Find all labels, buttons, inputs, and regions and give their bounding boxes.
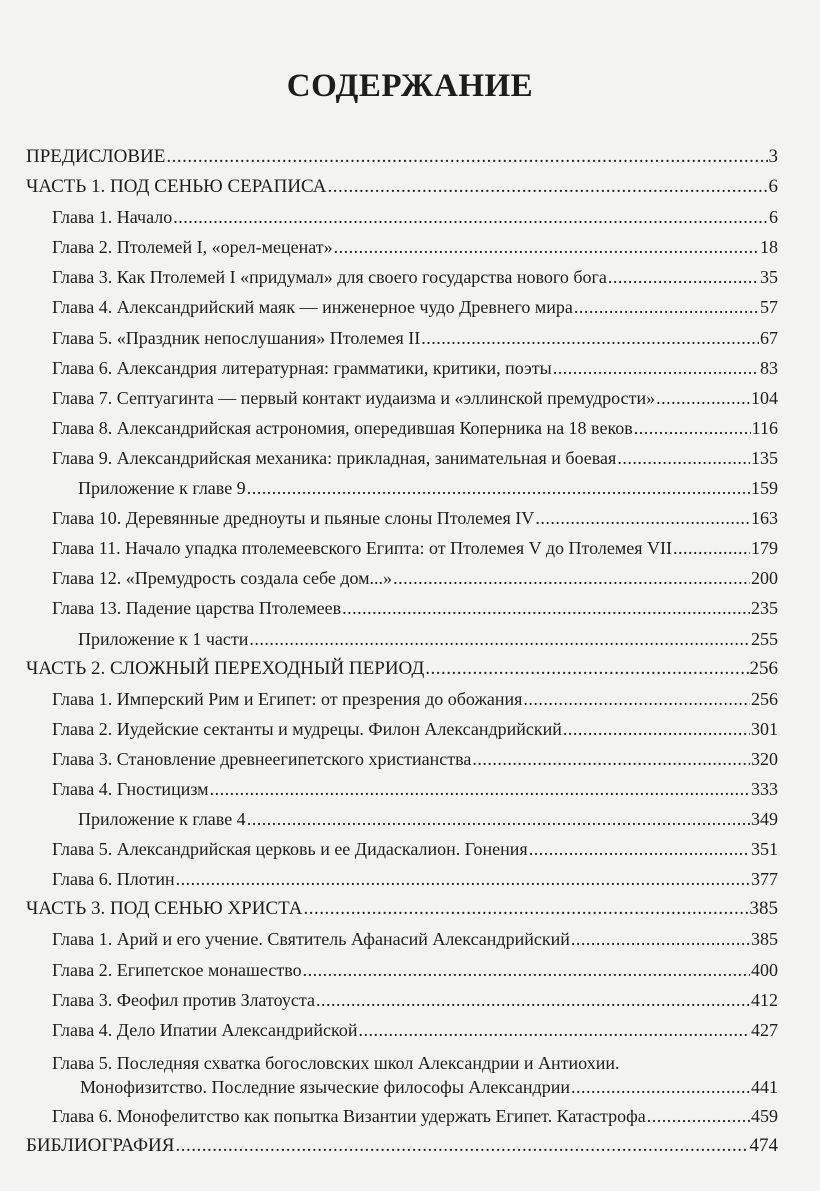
dot-leader (334, 232, 759, 262)
toc-entry-title: Глава 2. Птолемей I, «орел-меценат» (52, 237, 333, 258)
toc-entry-title: Глава 1. Арий и его учение. Святитель Афанасий Александрийский (52, 929, 570, 950)
dot-leader (303, 955, 750, 985)
toc-part-entry (26, 894, 778, 924)
dot-leader (425, 654, 748, 684)
toc-entry-title: Глава 10. Деревянные дредноуты и пьяные слоны Птолемея IV (52, 508, 535, 529)
dot-leader (304, 894, 749, 924)
toc-entry-title: Глава 12. «Премудрость создала себе дом...» (52, 568, 393, 589)
toc-page-number: 83 (760, 357, 778, 378)
toc-entry-title: Глава 8. Александрийская астрономия, опередившая Коперника на 18 веков (52, 417, 633, 438)
toc-page-number: 255 (751, 628, 778, 649)
toc-entry-title: Глава 7. Септуагинта — первый контакт иудаизма и «эллинской премудрости» (52, 387, 656, 408)
toc-chapter-entry (26, 202, 778, 232)
toc-page-number: 57 (760, 297, 778, 318)
toc-appendix-entry (26, 804, 778, 834)
dot-leader (574, 292, 759, 322)
toc-entry-title: Глава 4. Гностицизм (52, 778, 209, 799)
toc-entry-title: Глава 13. Падение царства Птолемеев (52, 598, 342, 619)
toc-entry-title: Глава 2. Египетское монашество (52, 959, 302, 980)
toc-chapter-entry (26, 323, 778, 353)
toc-chapter-entry (26, 353, 778, 383)
dot-leader (535, 503, 750, 533)
dot-leader (608, 262, 759, 292)
toc-entry-title: Приложение к главе 9 (78, 478, 246, 499)
toc-entry-title: Приложение к главе 4 (78, 809, 246, 830)
toc-page-number: 18 (760, 237, 778, 258)
toc-page-number: 256 (749, 657, 778, 679)
toc-page-number: 200 (751, 568, 778, 589)
toc-page-number: 441 (751, 1076, 778, 1097)
dot-leader (421, 323, 759, 353)
toc-chapter-entry (26, 1101, 778, 1131)
toc-entry-title: Глава 6. Плотин (52, 869, 175, 890)
toc-page-number: 6 (769, 207, 778, 228)
toc-entry-title: Глава 4. Александрийский маяк — инженерное чудо Древнего мира (52, 297, 573, 318)
toc-appendix-entry (26, 624, 778, 654)
toc-chapter-entry (26, 232, 778, 262)
dot-leader (571, 1075, 750, 1099)
toc-page-number: 474 (749, 1134, 778, 1156)
toc-page-number: 35 (760, 267, 778, 288)
toc-page-number: 333 (751, 778, 778, 799)
toc-page-number: 256 (751, 688, 778, 709)
dot-leader (249, 624, 750, 654)
toc-entry-title: Глава 4. Дело Ипатии Александрийской (52, 1019, 358, 1040)
toc-chapter-entry (26, 1045, 778, 1101)
toc-chapter-entry (26, 714, 778, 744)
toc-entry-title: Глава 3. Феофил против Златоуста (52, 989, 315, 1010)
toc-page-number: 320 (751, 748, 778, 769)
toc-entry-title: Глава 5. Александрийская церковь и ее Дидаскалион. Гонения (52, 839, 528, 860)
toc-chapter-entry (26, 503, 778, 533)
dot-leader (175, 1131, 748, 1161)
dot-leader (529, 834, 750, 864)
toc-entry-title: Глава 3. Становление древнеегипетского христианства (52, 748, 472, 769)
toc-page-number: 427 (751, 1019, 778, 1040)
table-of-contents (26, 142, 778, 1161)
toc-chapter-entry (26, 834, 778, 864)
toc-part-entry (26, 172, 778, 202)
toc-page-number: 385 (751, 929, 778, 950)
toc-chapter-entry (26, 744, 778, 774)
toc-entry-title: Глава 6. Монофелитство как попытка Византии удержать Египет. Катастрофа (52, 1105, 646, 1126)
toc-chapter-entry (26, 292, 778, 322)
toc-page-number: 235 (751, 598, 778, 619)
dot-leader (176, 864, 750, 894)
toc-page-number: 179 (751, 538, 778, 559)
dot-leader (634, 413, 751, 443)
toc-page-number: 3 (768, 146, 778, 167)
toc-page-number: 67 (760, 327, 778, 348)
toc-entry-title: Глава 9. Александрийская механика: прикладная, занимательная и боевая (52, 447, 617, 468)
toc-page-number: 412 (751, 989, 778, 1010)
toc-entry-title: ЧАСТЬ 2. СЛОЖНЫЙ ПЕРЕХОДНЫЙ ПЕРИОД (26, 657, 425, 679)
toc-chapter-entry (26, 1015, 778, 1045)
toc-page-number: 349 (751, 809, 778, 830)
dot-leader (472, 744, 750, 774)
page-title: СОДЕРЖАНИЕ (286, 68, 534, 104)
toc-entry-title: ЧАСТЬ 3. ПОД СЕНЬЮ ХРИСТА (26, 898, 303, 920)
toc-chapter-entry (26, 413, 778, 443)
toc-chapter-entry (26, 262, 778, 292)
dot-leader (523, 684, 750, 714)
toc-entry-title: Глава 3. Как Птолемей I «придумал» для своего государства нового бога (52, 267, 607, 288)
toc-entry-title-line: Глава 5. Последняя схватка богословских школ Александрии и Антиохии. (52, 1052, 620, 1073)
toc-page-number: 6 (768, 176, 778, 198)
dot-leader (247, 473, 750, 503)
dot-leader (327, 172, 767, 202)
toc-chapter-entry (26, 383, 778, 413)
toc-part-entry (26, 142, 778, 172)
dot-leader (571, 924, 750, 954)
toc-page-number: 400 (751, 959, 778, 980)
dot-leader (563, 714, 750, 744)
toc-appendix-entry (26, 473, 778, 503)
toc-entry-title: Глава 1. Имперский Рим и Египет: от презрения до обожания (52, 688, 523, 709)
toc-page-number: 163 (751, 508, 778, 529)
toc-chapter-entry (26, 924, 778, 954)
toc-page-number: 385 (749, 898, 778, 920)
toc-page-number: 116 (751, 417, 778, 438)
toc-chapter-entry (26, 684, 778, 714)
toc-entry-title: Глава 1. Начало (52, 207, 173, 228)
dot-leader (393, 563, 750, 593)
toc-entry-title: БИБЛИОГРАФИЯ (26, 1134, 175, 1156)
toc-page-number: 135 (751, 447, 778, 468)
toc-chapter-entry (26, 443, 778, 473)
toc-entry-title: ЧАСТЬ 1. ПОД СЕНЬЮ СЕРАПИСА (26, 176, 327, 198)
dot-leader (647, 1101, 750, 1131)
toc-entry-title: ПРЕДИСЛОВИЕ (26, 146, 166, 167)
toc-entry-title: Приложение к 1 части (78, 628, 249, 649)
toc-chapter-entry (26, 864, 778, 894)
toc-chapter-entry (26, 955, 778, 985)
toc-page-number: 377 (751, 869, 778, 890)
toc-chapter-entry (26, 774, 778, 804)
dot-leader (316, 985, 750, 1015)
toc-entry-title-line: Монофизитство. Последние языческие философы Александрии (80, 1076, 570, 1097)
dot-leader (173, 202, 768, 232)
toc-entry-title: Глава 6. Александрия литературная: грамматики, критики, поэты (52, 357, 552, 378)
dot-leader (673, 533, 750, 563)
dot-leader (617, 443, 750, 473)
dot-leader (553, 353, 759, 383)
dot-leader (342, 593, 750, 623)
dot-leader (166, 142, 767, 172)
dot-leader (656, 383, 750, 413)
dot-leader (210, 774, 750, 804)
toc-entry-title: Глава 2. Иудейские сектанты и мудрецы. Филон Александрийский (52, 718, 562, 739)
toc-page-number: 104 (751, 387, 778, 408)
toc-page-number: 459 (751, 1105, 778, 1126)
toc-entry-title: Глава 11. Начало упадка птолемеевского Египта: от Птолемея V до Птолемея VII (52, 538, 673, 559)
toc-entry-title: Глава 5. «Праздник непослушания» Птолемея II (52, 327, 421, 348)
toc-chapter-entry (26, 593, 778, 623)
dot-leader (247, 804, 750, 834)
dot-leader (359, 1015, 750, 1045)
toc-chapter-entry (26, 985, 778, 1015)
toc-part-entry (26, 1131, 778, 1161)
toc-page-number: 351 (751, 839, 778, 860)
toc-page-number: 301 (751, 718, 778, 739)
toc-page-number: 159 (751, 478, 778, 499)
toc-chapter-entry (26, 533, 778, 563)
toc-chapter-entry (26, 563, 778, 593)
toc-part-entry (26, 654, 778, 684)
